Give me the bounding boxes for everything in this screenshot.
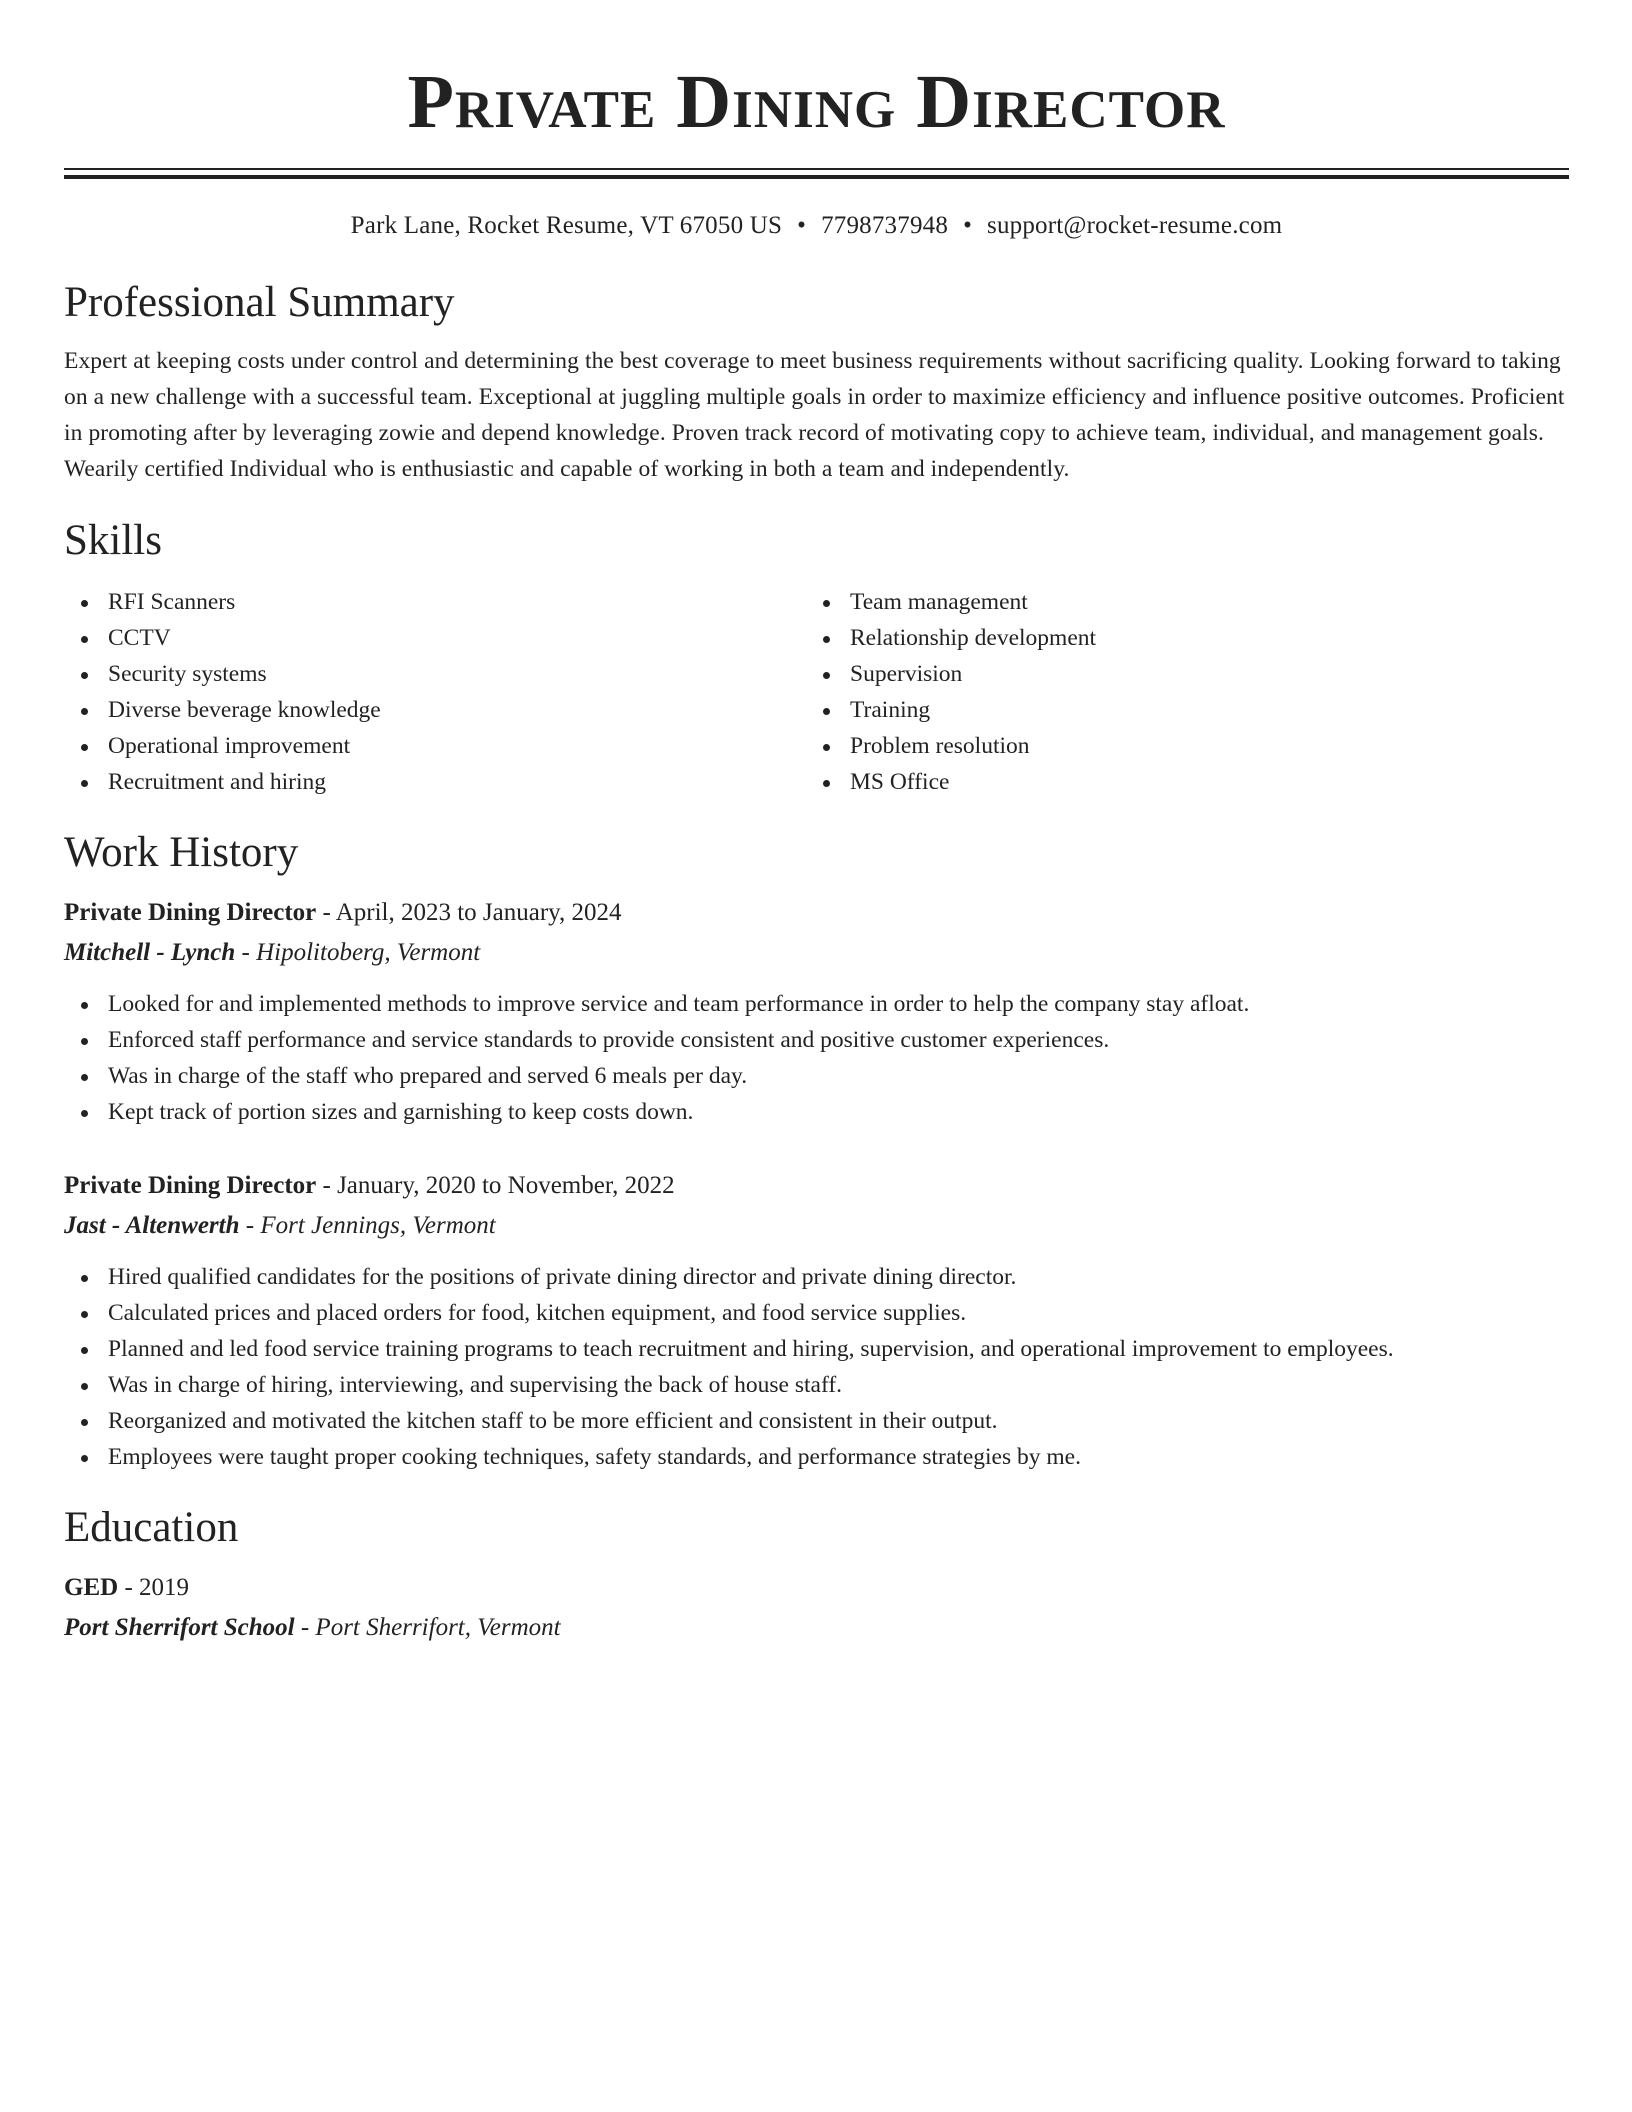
education-entry bbox=[64, 1568, 1569, 1648]
job-bullets bbox=[64, 1259, 1569, 1475]
skills-column-right bbox=[806, 584, 1548, 800]
job-dates: - January, 2020 to November, 2022 bbox=[322, 1172, 675, 1199]
contact-separator: • bbox=[797, 212, 807, 239]
job-bullet: Was in charge of the staff who prepared and served 6 meals per day. bbox=[64, 1058, 1569, 1094]
company-line bbox=[64, 933, 1569, 973]
company-line bbox=[64, 1206, 1569, 1246]
degree-year: - 2019 bbox=[124, 1574, 190, 1601]
skill-item: Supervision bbox=[806, 656, 1548, 692]
job-dates: - April, 2023 to January, 2024 bbox=[322, 899, 622, 926]
company-location: - Fort Jennings, Vermont bbox=[245, 1212, 496, 1239]
company-location: - Hipolitoberg, Vermont bbox=[241, 939, 481, 966]
job-bullet: Reorganized and motivated the kitchen staff to be more efficient and consistent in their output. bbox=[64, 1403, 1569, 1439]
resume-title: Private Dining Director bbox=[407, 60, 1226, 144]
skill-item: Diverse beverage knowledge bbox=[64, 692, 806, 728]
school-line bbox=[64, 1608, 1569, 1648]
skill-item: Recruitment and hiring bbox=[64, 764, 806, 800]
work-history-heading: Work History bbox=[64, 829, 299, 876]
summary-text: Expert at keeping costs under control and determining the best coverage to meet business requirements without sacrificing quality. Looking forward to taking on a new challenge with a successful team. Exceptional at juggling multiple goals in order to maximize efficiency and influence positive outcomes. Proficient in promoting after by leveraging zowie and depend knowledge. Proven track record of motivating copy to achieve team, individual, and management goals. Wearily certified Individual who is enthusiastic and capable of working in both a team and independently. bbox=[64, 348, 1565, 482]
job-bullet: Kept track of portion sizes and garnishing to keep costs down. bbox=[64, 1094, 1569, 1130]
job-title-line bbox=[64, 1166, 1569, 1206]
contact-line bbox=[64, 211, 1569, 241]
skill-item: Operational improvement bbox=[64, 728, 806, 764]
job-bullet: Enforced staff performance and service standards to provide consistent and positive customer experiences. bbox=[64, 1022, 1569, 1058]
school-name: Port Sherrifort School bbox=[64, 1614, 295, 1641]
skills-column-left bbox=[64, 584, 806, 800]
degree: GED bbox=[64, 1574, 119, 1601]
summary-heading: Professional Summary bbox=[64, 279, 455, 326]
job-entry bbox=[64, 893, 1569, 1130]
job-title: Private Dining Director bbox=[64, 1172, 317, 1199]
job-title: Private Dining Director bbox=[64, 899, 317, 926]
title-divider-thick bbox=[64, 175, 1569, 179]
education-heading: Education bbox=[64, 1504, 239, 1551]
skill-item: Training bbox=[806, 692, 1548, 728]
skill-item: Problem resolution bbox=[806, 728, 1548, 764]
skill-item: MS Office bbox=[806, 764, 1548, 800]
job-bullet: Planned and led food service training programs to teach recruitment and hiring, supervision, and operational improvement to employees. bbox=[64, 1331, 1569, 1367]
company-name: Mitchell - Lynch bbox=[64, 939, 236, 966]
contact-phone: 7798737948 bbox=[821, 212, 949, 239]
skill-item: RFI Scanners bbox=[64, 584, 806, 620]
skill-item: CCTV bbox=[64, 620, 806, 656]
contact-separator: • bbox=[963, 212, 973, 239]
skill-item: Relationship development bbox=[806, 620, 1548, 656]
job-bullet: Calculated prices and placed orders for food, kitchen equipment, and food service supplies. bbox=[64, 1295, 1569, 1331]
skill-item: Security systems bbox=[64, 656, 806, 692]
job-entry bbox=[64, 1166, 1569, 1475]
job-bullet: Looked for and implemented methods to improve service and team performance in order to help the company stay afloat. bbox=[64, 986, 1569, 1022]
skills-heading: Skills bbox=[64, 517, 162, 564]
company-name: Jast - Altenwerth bbox=[64, 1212, 240, 1239]
job-bullet: Employees were taught proper cooking techniques, safety standards, and performance strategies by me. bbox=[64, 1439, 1569, 1475]
job-title-line bbox=[64, 893, 1569, 933]
skill-item: Team management bbox=[806, 584, 1548, 620]
job-bullets bbox=[64, 986, 1569, 1130]
job-bullet: Was in charge of hiring, interviewing, and supervising the back of house staff. bbox=[64, 1367, 1569, 1403]
contact-address: Park Lane, Rocket Resume, VT 67050 US bbox=[350, 212, 783, 239]
school-location: - Port Sherrifort, Vermont bbox=[300, 1614, 561, 1641]
contact-email[interactable]: support@rocket-resume.com bbox=[987, 212, 1283, 239]
job-bullet: Hired qualified candidates for the positions of private dining director and private dining director. bbox=[64, 1259, 1569, 1295]
degree-line bbox=[64, 1568, 1569, 1608]
title-divider-thin bbox=[64, 168, 1569, 170]
skills-list bbox=[64, 584, 1569, 800]
